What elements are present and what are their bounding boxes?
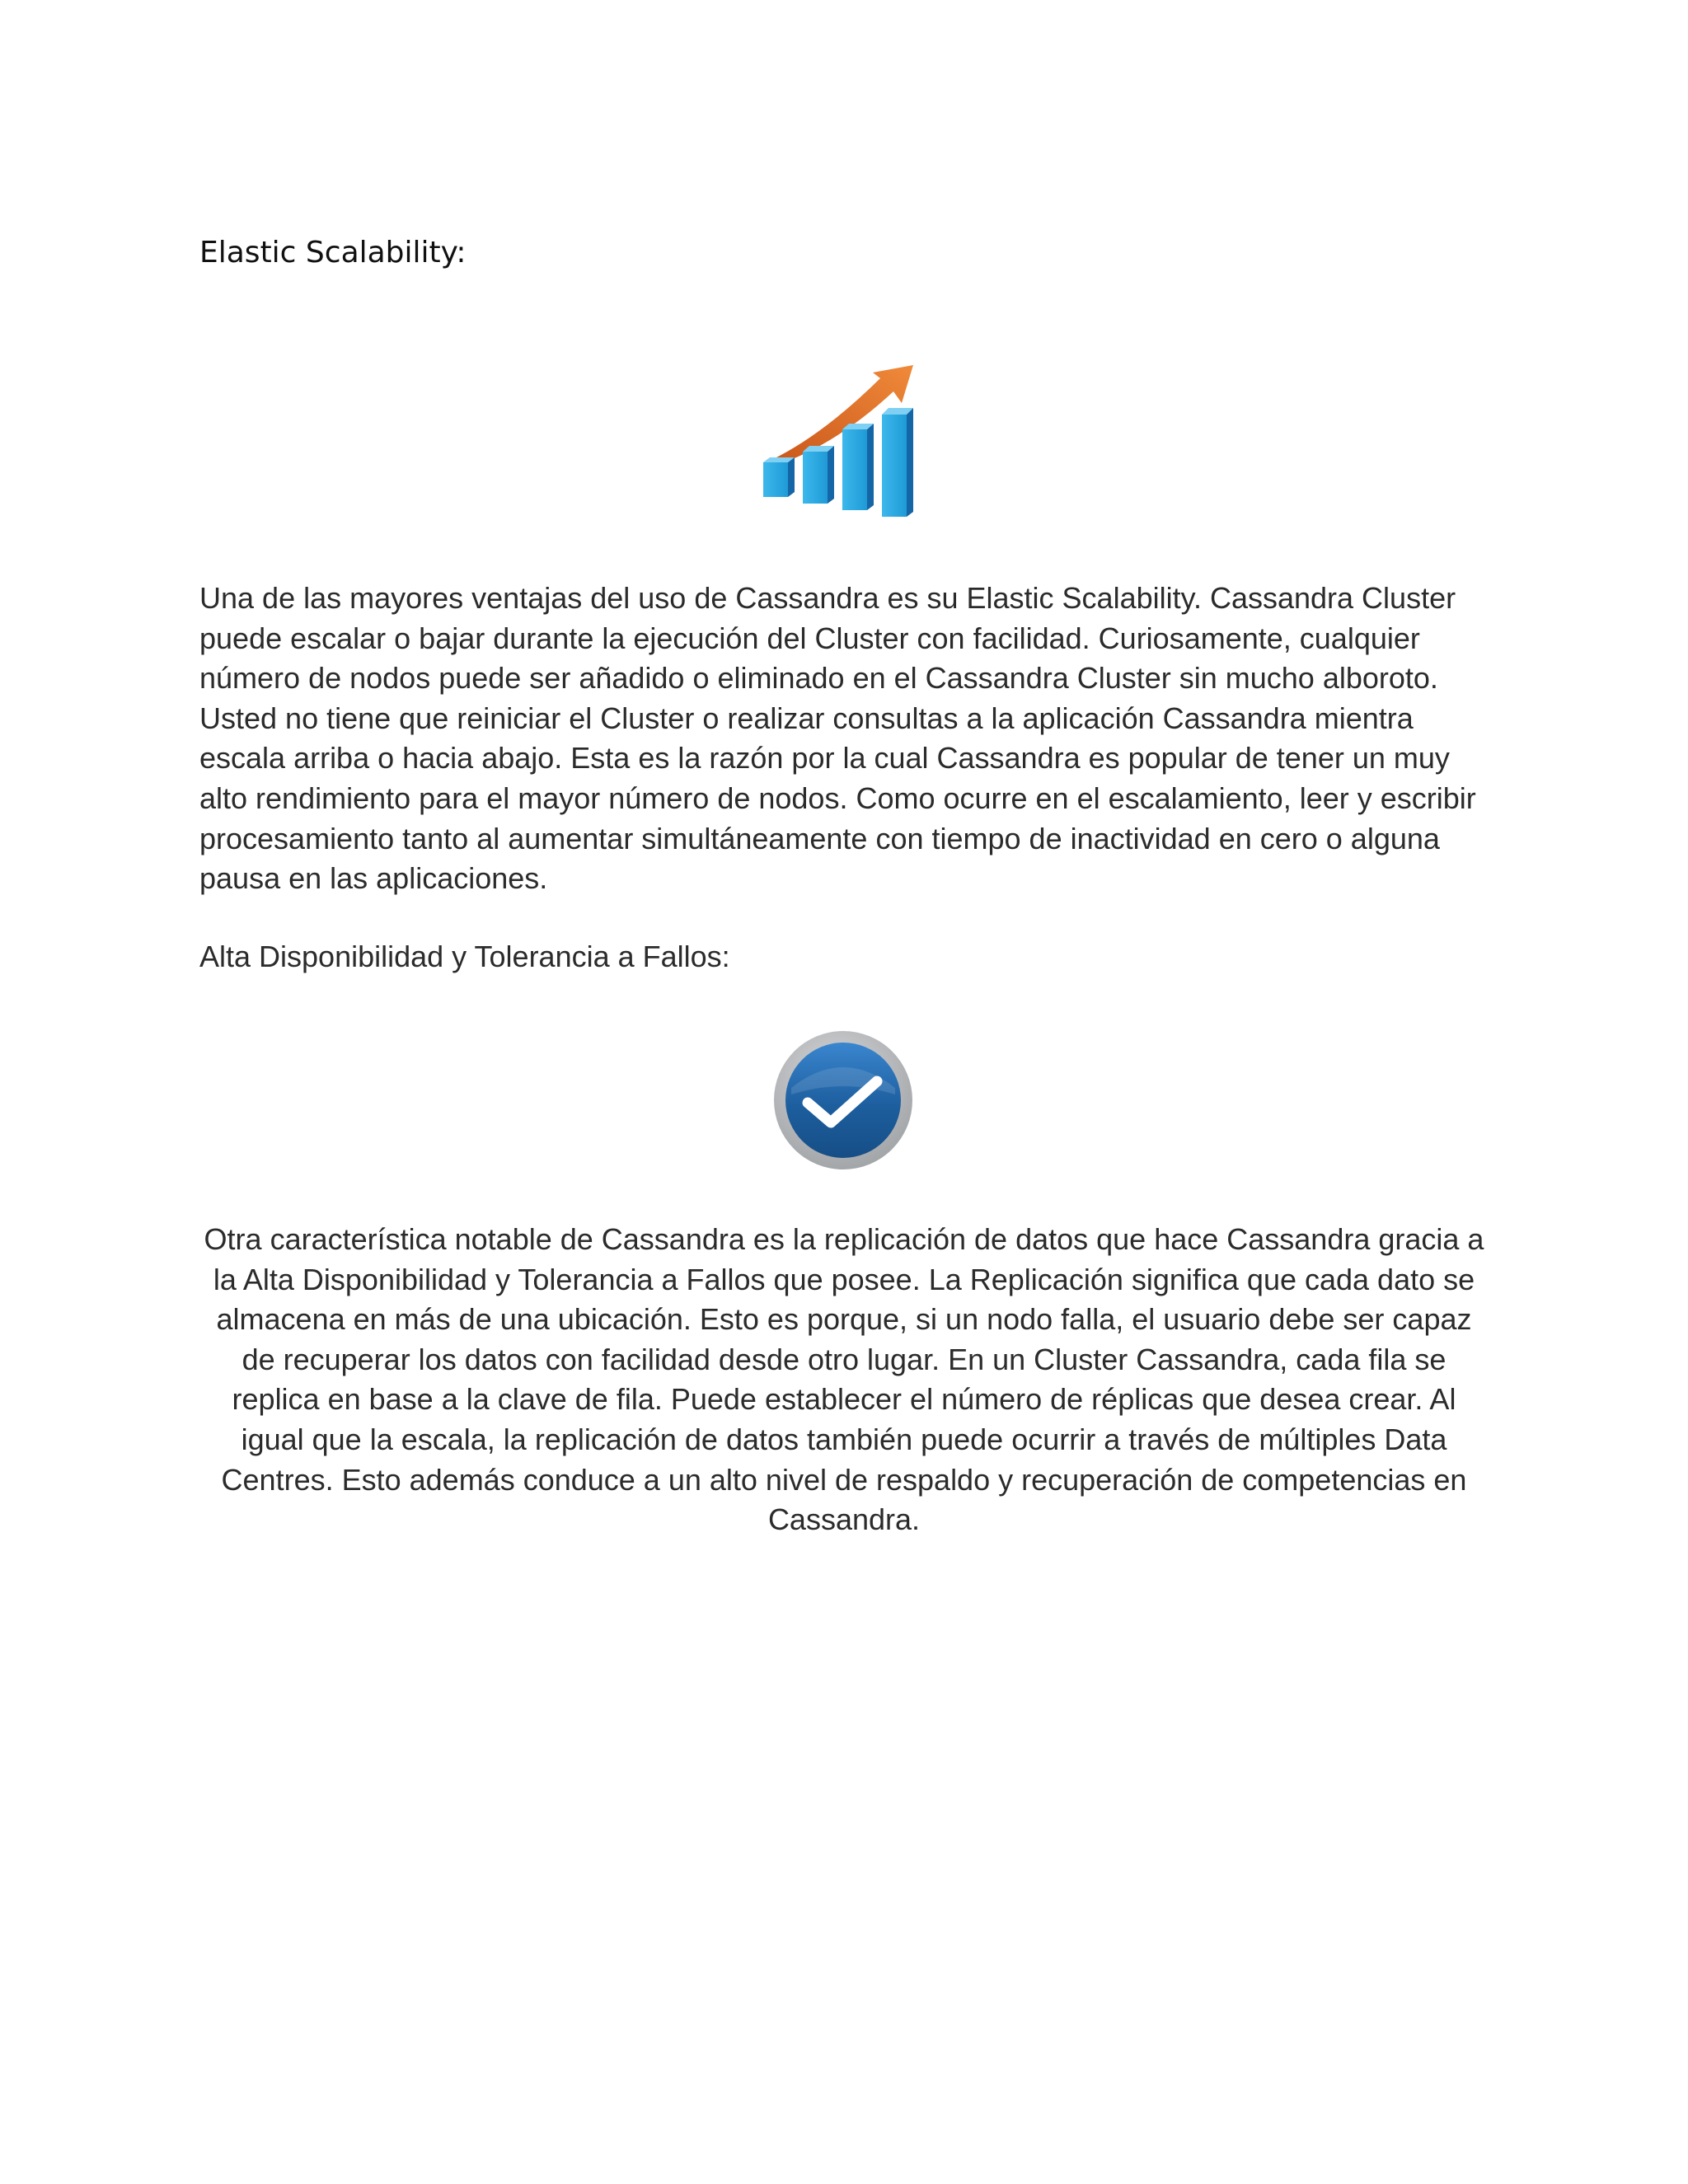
paragraph-high-availability: Otra característica notable de Cassandra es la replicación de datos que hace Cassandra gracia a la Alta Disponibilidad y Tolerancia a Fallos que posee. La Replicación significa que cada dato se almacena en más de una ubicación. Esto es porque, si un nodo falla, el usuario debe ser capaz de recuperar los datos con facilidad desde otro lugar. En un Cluster Cassandra, cada fila se replica en base a la clave de fila. Puede establecer el número de réplicas que desea crear. Al igual que la escala, la replicación de datos también puede ocurrir a través de múltiples Data Centres. Esto además conduce a un alto nivel de respaldo y recuperación de competencias en Cassandra. [204,1222,1484,1537]
section-heading-elastic-scalability: Elastic Scalability: [199,236,467,269]
section-heading-high-availability: Alta Disponibilidad y Tolerancia a Fallos: [199,940,730,973]
rising-bar-chart-icon [757,357,921,538]
paragraph-elastic-scalability: Una de las mayores ventajas del uso de Cassandra es su Elastic Scalability. Cassandra Cluster puede escalar o bajar durante la ejecución del Cluster con facilidad. Curiosamente, cualquier número de nodos puede ser añadido o eliminado en el Cassandra Cluster sin mucho alboroto. Usted no tiene que reiniciar el Cluster o realizar consultas a la aplicación Cassandra mientra escala arriba o hacia abajo. Esta es la razón por la cual Cassandra es popular de tener un muy alto rendimiento para el mayor número de nodos. Como ocurre en el escalamiento, leer y escribir procesamiento tanto al aumentar simultáneamente con tiempo de inactividad en cero o alguna pausa en las aplicaciones. [199,581,1476,896]
checkmark-circle-icon [773,1030,913,1170]
